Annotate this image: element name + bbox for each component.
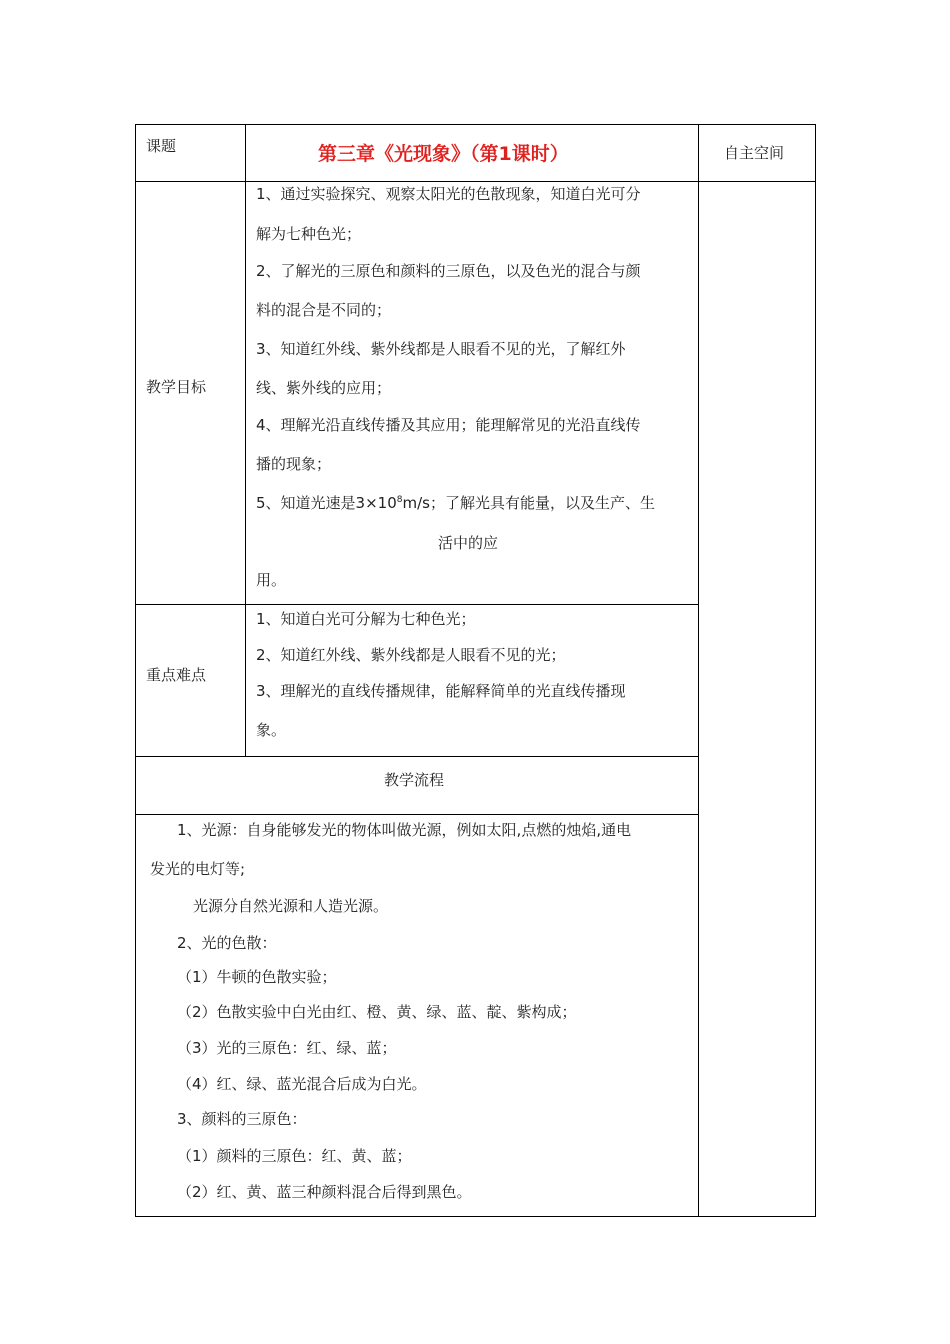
- objective-line: 4、理解光沿直线传播及其应用；能理解常见的光沿直线传: [256, 416, 641, 434]
- row-divider-keypoints: [135, 756, 699, 757]
- side-column-divider: [698, 124, 699, 1217]
- self-space-label: 自主空间: [724, 144, 785, 162]
- table-border-bottom: [135, 1216, 816, 1217]
- flow-line: （1）颜料的三原色：红、黄、蓝；: [177, 1147, 412, 1165]
- flow-line: （2）色散实验中白光由红、橙、黄、绿、蓝、靛、紫构成；: [177, 1003, 577, 1021]
- flow-line: 2、光的色散：: [177, 934, 277, 952]
- objective-line: 解为七种色光；: [256, 225, 362, 243]
- speed-text-after: m/s；了解光具有能量，以及生产、生: [402, 494, 655, 512]
- subject-label: 课题: [146, 137, 177, 155]
- key-point-line: 象。: [256, 721, 287, 739]
- objective-line: 播的现象；: [256, 455, 332, 473]
- objective-line: 线、紫外线的应用；: [256, 379, 392, 397]
- objective-line: 用。: [256, 571, 287, 589]
- flow-line: （1）牛顿的色散实验；: [177, 968, 337, 986]
- objective-line: 活中的应: [438, 534, 499, 552]
- objective-line-speed-of-light: [256, 496, 655, 511]
- flow-line: （4）红、绿、蓝光混合后成为白光。: [177, 1075, 427, 1093]
- table-border-right: [815, 124, 816, 1217]
- row-divider-header: [135, 181, 816, 182]
- flow-line: 光源分自然光源和人造光源。: [193, 897, 389, 915]
- objectives-label: 教学目标: [146, 378, 207, 396]
- flow-line: （2）红、黄、蓝三种颜料混合后得到黑色。: [177, 1183, 472, 1201]
- flow-heading: 教学流程: [384, 771, 445, 789]
- table-border-top: [135, 124, 816, 125]
- key-point-line: 3、理解光的直线传播规律，能解释简单的光直线传播现: [256, 682, 626, 700]
- objective-line: 1、通过实验探究、观察太阳光的色散现象，知道白光可分: [256, 185, 641, 203]
- row-divider-objectives: [135, 604, 699, 605]
- objective-line: 3、知道红外线、紫外线都是人眼看不见的光，了解红外: [256, 340, 626, 358]
- speed-exponent: 8: [396, 495, 403, 505]
- lesson-title: 第三章《光现象》（第1课时）: [318, 143, 569, 165]
- label-column-divider: [245, 124, 246, 756]
- flow-line: 3、颜料的三原色：: [177, 1110, 307, 1128]
- flow-line: 1、光源：自身能够发光的物体叫做光源，例如太阳,点燃的烛焰,通电: [177, 821, 632, 839]
- objective-line: 料的混合是不同的；: [256, 301, 392, 319]
- row-divider-flow: [135, 814, 699, 815]
- speed-text-before: 5、知道光速是3×10: [256, 494, 397, 512]
- key-point-line: 2、知道红外线、紫外线都是人眼看不见的光；: [256, 646, 566, 664]
- objective-line: 2、了解光的三原色和颜料的三原色，以及色光的混合与颜: [256, 262, 641, 280]
- flow-line: （3）光的三原色：红、绿、蓝；: [177, 1039, 397, 1057]
- key-points-label: 重点难点: [146, 666, 207, 684]
- key-point-line: 1、知道白光可分解为七种色光；: [256, 610, 476, 628]
- flow-line: 发光的电灯等;: [150, 860, 246, 878]
- table-border-left: [135, 124, 136, 1217]
